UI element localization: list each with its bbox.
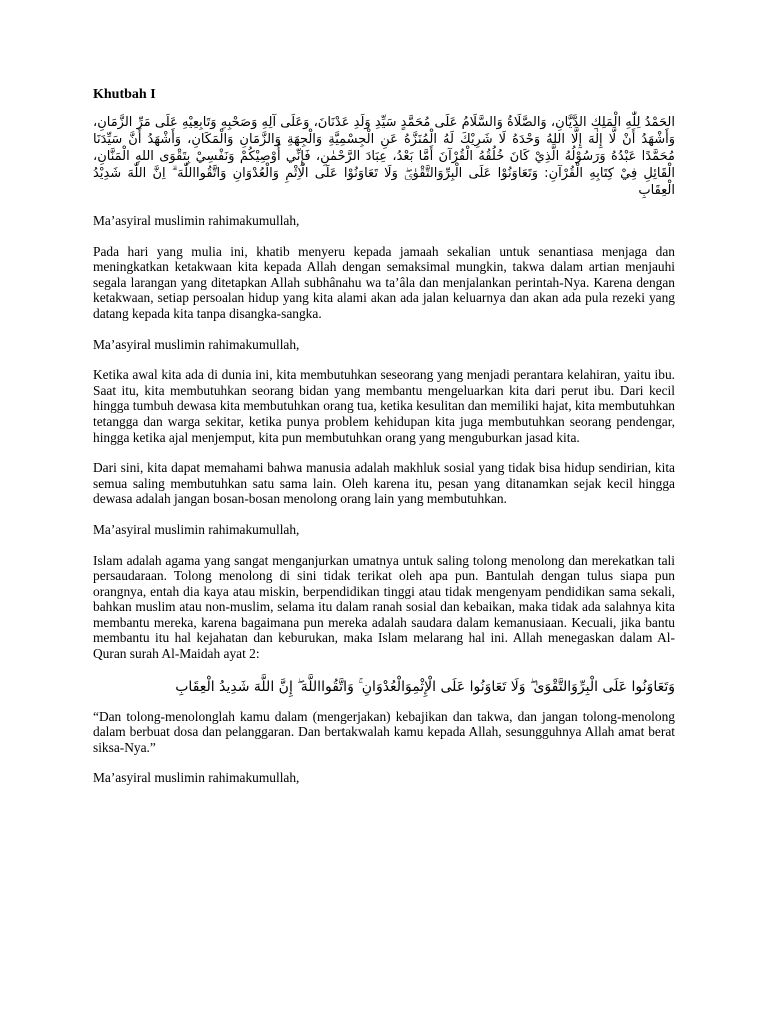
verse-translation: “Dan tolong-menolonglah kamu dalam (mengerjakan) kebajikan dan takwa, dan jangan tolong-menolong dalam berbuat dosa dan pelanggaran. Dan bertakwalah kamu kepada Allah, sesungguhnya Allah amat berat siksa-Nya.”	[93, 708, 675, 755]
greeting-paragraph: Ma’asyiral muslimin rahimakumullah,	[93, 336, 300, 352]
opening-arabic-text: الحَمْدُ لِلّٰهِ الْمَلِكِ الدَّيَّانِ، وَالصَّلَاةُ وَالسَّلَامُ عَلَى مُحَمَّدٍ سَيِّدِ وَلَدِ عَدْنَانَ، وَعَلَى آلِهِ وَصَحْبِهِ وَتَابِعِيْهِ عَلَى مَرِّ الزَّمَانِ، وَأَشْهَدُ أَنْ لَّا إِلٰهَ إِلَّا اللهُ وَحْدَهُ لَا شَرِيْكَ لَهُ الْمُنَزَّهُ عَنِ الْجِسْمِيَّةِ وَالْجِهَةِ وَالزَّمَانِ وَالْمَكَانِ، وَأَشْهَدُ أَنَّ سَيِّدَنَا مُحَمَّدًا عَبْدُهُ وَرَسُوْلُهُ الَّذِيْ كَانَ خُلُقُهُ الْقُرْآنَ أَمَّا بَعْدُ، عِبَادَ الرَّحْمٰنِ، فَإِنِّي أُوْصِيْكُمْ وَنَفْسِيْ بِتَقْوَى اللهِ الْمَنَّانِ، الْقَائِلِ فِيْ كِتَابِهِ الْقُرْآنِ: وَتَعَاوَنُوْا عَلَى الْبِرِّوَالتَّقْوٰىۖ وَلَا تَعَاوَنُوْا عَلَى الْاِثْمِ وَالْعُدْوَانِ وَاتَّقُوااللّٰهَ ۗ اِنَّ اللّٰهَ شَدِيْدُ الْعِقَابِ	[93, 115, 675, 198]
body-paragraph: Pada hari yang mulia ini, khatib menyeru kepada jamaah sekalian untuk senantiasa menjaga dan meningkatkan ketakwaan kita kepada Allah dengan semaksimal mungkin, takwa dalam artian menjauhi segala larangan yang ditetapkan Allah subhânahu wa ta’âla dan menjalankan perintah-Nya. Karena dengan ketakwaan, setiap persoalan hidup yang kita alami akan ada jalan keluarnya dan akan ada pula rezeki yang datang kepada kita tanpa disangka-sangka.	[93, 243, 675, 321]
body-paragraph: Islam adalah agama yang sangat menganjurkan umatnya untuk saling tolong menolong dan merekatkan tali persaudaraan. Tolong menolong di sini tidak terikat oleh apa pun. Bantulah dengan tulus siapa pun orangnya, entah dia kaya atau miskin, berpendidikan tinggi atau tidak mengenyam pendidikan sama sekali, bahkan muslim atau non-muslim, selama itu dalam ranah sosial dan kebaikan, maka tidak ada salahnya kita membantu mereka, karena bagaimana pun mereka adalah saudara dalam kemanusiaan. Kecuali, jika bantu membantu itu hal kejahatan dan keburukan, maka Islam melarang hal ini. Allah menegaskan dalam Al-Quran surah Al-Maidah ayat 2:	[93, 552, 675, 662]
greeting-paragraph: Ma’asyiral muslimin rahimakumullah,	[93, 213, 300, 228]
body-paragraph: Dari sini, kita dapat memahami bahwa manusia adalah makhluk sosial yang tidak bisa hidup sendirian, kita semua saling membutuhkan satu sama lain. Oleh karena itu, pesan yang ditanamkan sejak kecil hingga dewasa adalah jangan bosan-bosan menolong orang lain yang membutuhkan.	[93, 460, 675, 507]
document-page	[93, 86, 675, 801]
greeting-paragraph: Ma’asyiral muslimin rahimakumullah,	[93, 770, 300, 786]
body-paragraph: Ketika awal kita ada di dunia ini, kita membutuhkan seseorang yang menjadi perantara kelahiran, yaitu ibu. Saat itu, kita membutuhkan seorang bidan yang membantu mengeluarkan kita dari perut ibu. Dari kecil hingga tumbuh dewasa kita membutuhkan orang tua, ketika kesulitan dan memiliki hajat, kita membutuhkan tetangga dan warga sekitar, ketika punya problem kehidupan kita juga membutuhkan seorang pendengar, hingga ketika ajal menjemput, kita pun membutuhkan orang yang menguburkan jasad kita.	[93, 367, 675, 445]
quran-verse-arabic: وَتَعَاوَنُوا عَلَى الْبِرِّوَالتَّقْوَىٰ ۖ وَلَا تَعَاوَنُوا عَلَى الْإِثْمِوَالْعُدْوَانِ ۚ وَاتَّقُوااللَّهَ ۖ إِنَّ اللَّهَ شَدِيدُ الْعِقَابِ	[175, 678, 675, 695]
greeting-paragraph: Ma’asyiral muslimin rahimakumullah,	[93, 521, 300, 537]
document-title: Khutbah I	[93, 87, 156, 102]
